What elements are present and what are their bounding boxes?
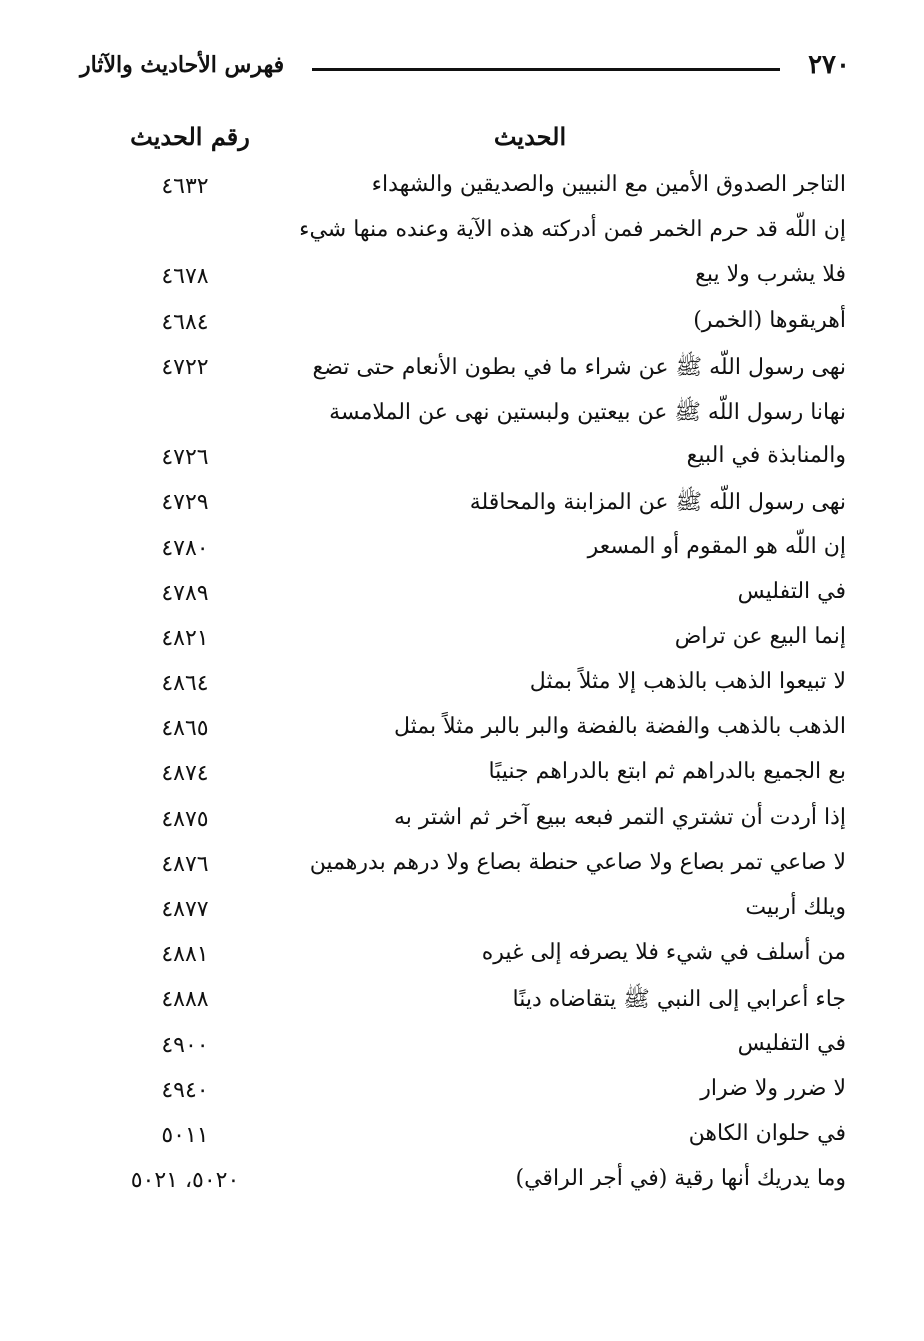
hadith-text: في حلوان الكاهن: [688, 1120, 846, 1146]
hadith-text: فلا يشرب ولا يبع: [695, 262, 846, 288]
index-row: [0, 302, 924, 347]
page-number: ٢٧٠: [808, 50, 850, 80]
hadith-number: ٤٨٨١: [161, 942, 209, 968]
index-row: [0, 618, 924, 663]
index-row: [0, 979, 924, 1024]
number-column-header: رقم الحديث: [130, 122, 250, 151]
index-row: [0, 934, 924, 979]
index-row: [0, 211, 924, 256]
index-row: [0, 392, 924, 437]
hadith-number: ٤٦٧٨: [161, 264, 209, 290]
hadith-text: وما يدريك أنها رقية (في أجر الراقي): [515, 1166, 846, 1192]
hadith-text: الذهب بالذهب والفضة بالفضة والبر بالبر مثلاً بمثل: [394, 714, 846, 740]
index-row: [0, 1025, 924, 1070]
index-title: فهرس الأحاديث والآثار: [80, 52, 285, 78]
hadith-text: بع الجميع بالدراهم ثم ابتع بالدراهم جنيبًا: [488, 759, 846, 785]
hadith-text: لا تبيعوا الذهب بالذهب إلا مثلاً بمثل: [529, 669, 846, 695]
hadith-index-list: [0, 166, 924, 1205]
hadith-column-header: الحديث: [493, 122, 567, 151]
hadith-text: والمنابذة في البيع: [686, 443, 846, 469]
hadith-text: إن اللّه قد حرم الخمر فمن أدركته هذه الآية وعنده منها شيء: [299, 217, 846, 243]
hadith-text: ويلك أربيت: [745, 895, 846, 920]
hadith-number: ٤٨٧٥: [161, 806, 209, 832]
index-row: [0, 437, 924, 482]
hadith-text: إن اللّه هو المقوم أو المسعر: [587, 533, 846, 559]
index-row: [0, 573, 924, 618]
hadith-number: ٤٧٨٩: [161, 580, 209, 606]
hadith-number: ٤٨٧٧: [161, 897, 209, 922]
hadith-text: إنما البيع عن تراض: [674, 623, 846, 649]
hadith-number: ٤٨٦٤: [161, 671, 209, 697]
index-row: [0, 347, 924, 392]
hadith-number: ٤٨٧٤: [161, 761, 209, 787]
header-rule: [312, 68, 780, 71]
hadith-number: ٤٧٢٢: [161, 354, 209, 380]
index-row: [0, 844, 924, 889]
hadith-text: لا صاعي تمر بصاع ولا صاعي حنطة بصاع ولا درهم بدرهمين: [309, 849, 846, 875]
index-row: [0, 256, 924, 301]
hadith-number: ٤٨٢١: [161, 625, 209, 651]
hadith-text: نهى رسول اللّه ﷺ عن المزابنة والمحاقلة: [469, 490, 846, 516]
hadith-number: ٤٩٤٠: [161, 1077, 209, 1103]
hadith-text: جاء أعرابي إلى النبي ﷺ يتقاضاه دينًا: [512, 987, 846, 1013]
hadith-number: ٤٨٦٥: [161, 716, 209, 742]
column-headers: [80, 122, 850, 162]
index-row: [0, 799, 924, 844]
index-row: [0, 166, 924, 211]
hadith-number: ٤٩٠٠: [161, 1032, 209, 1058]
index-row: [0, 753, 924, 798]
hadith-number: ٤٦٣٢: [161, 174, 209, 199]
hadith-text: أهريقوها (الخمر): [693, 307, 846, 333]
hadith-number: ٤٨٨٨: [161, 987, 209, 1013]
hadith-text: نهى رسول اللّه ﷺ عن شراء ما في بطون الأنعام حتى تضع: [312, 354, 846, 380]
hadith-text: إذا أردت أن تشتري التمر فبعه ببيع آخر ثم اشتر به: [393, 804, 846, 830]
page-header: [80, 52, 850, 96]
hadith-number: ٤٧٢٦: [161, 445, 209, 471]
hadith-text: في التفليس: [737, 578, 846, 604]
index-row: [0, 663, 924, 708]
index-row: [0, 1115, 924, 1160]
index-row: [0, 889, 924, 934]
hadith-number: ٤٨٧٦: [161, 851, 209, 877]
index-row: [0, 482, 924, 527]
hadith-text: في التفليس: [737, 1030, 846, 1056]
hadith-number: ٤٧٢٩: [161, 490, 209, 516]
hadith-number: ٤٦٨٤: [161, 309, 209, 335]
hadith-text: لا ضرر ولا ضرار: [700, 1075, 846, 1101]
index-row: [0, 1160, 924, 1205]
hadith-number: ٤٧٨٠: [161, 535, 209, 561]
hadith-number: ٥٠٢٠، ٥٠٢١: [130, 1168, 240, 1194]
index-row: [0, 708, 924, 753]
hadith-text: نهانا رسول اللّه ﷺ عن بيعتين ولبستين نهى عن الملامسة: [329, 399, 846, 425]
hadith-number: ٥٠١١: [161, 1122, 209, 1148]
index-row: [0, 1070, 924, 1115]
hadith-text: التاجر الصدوق الأمين مع النبيين والصديقين والشهداء: [371, 172, 846, 197]
index-row: [0, 528, 924, 573]
hadith-text: من أسلف في شيء فلا يصرفه إلى غيره: [481, 940, 846, 966]
